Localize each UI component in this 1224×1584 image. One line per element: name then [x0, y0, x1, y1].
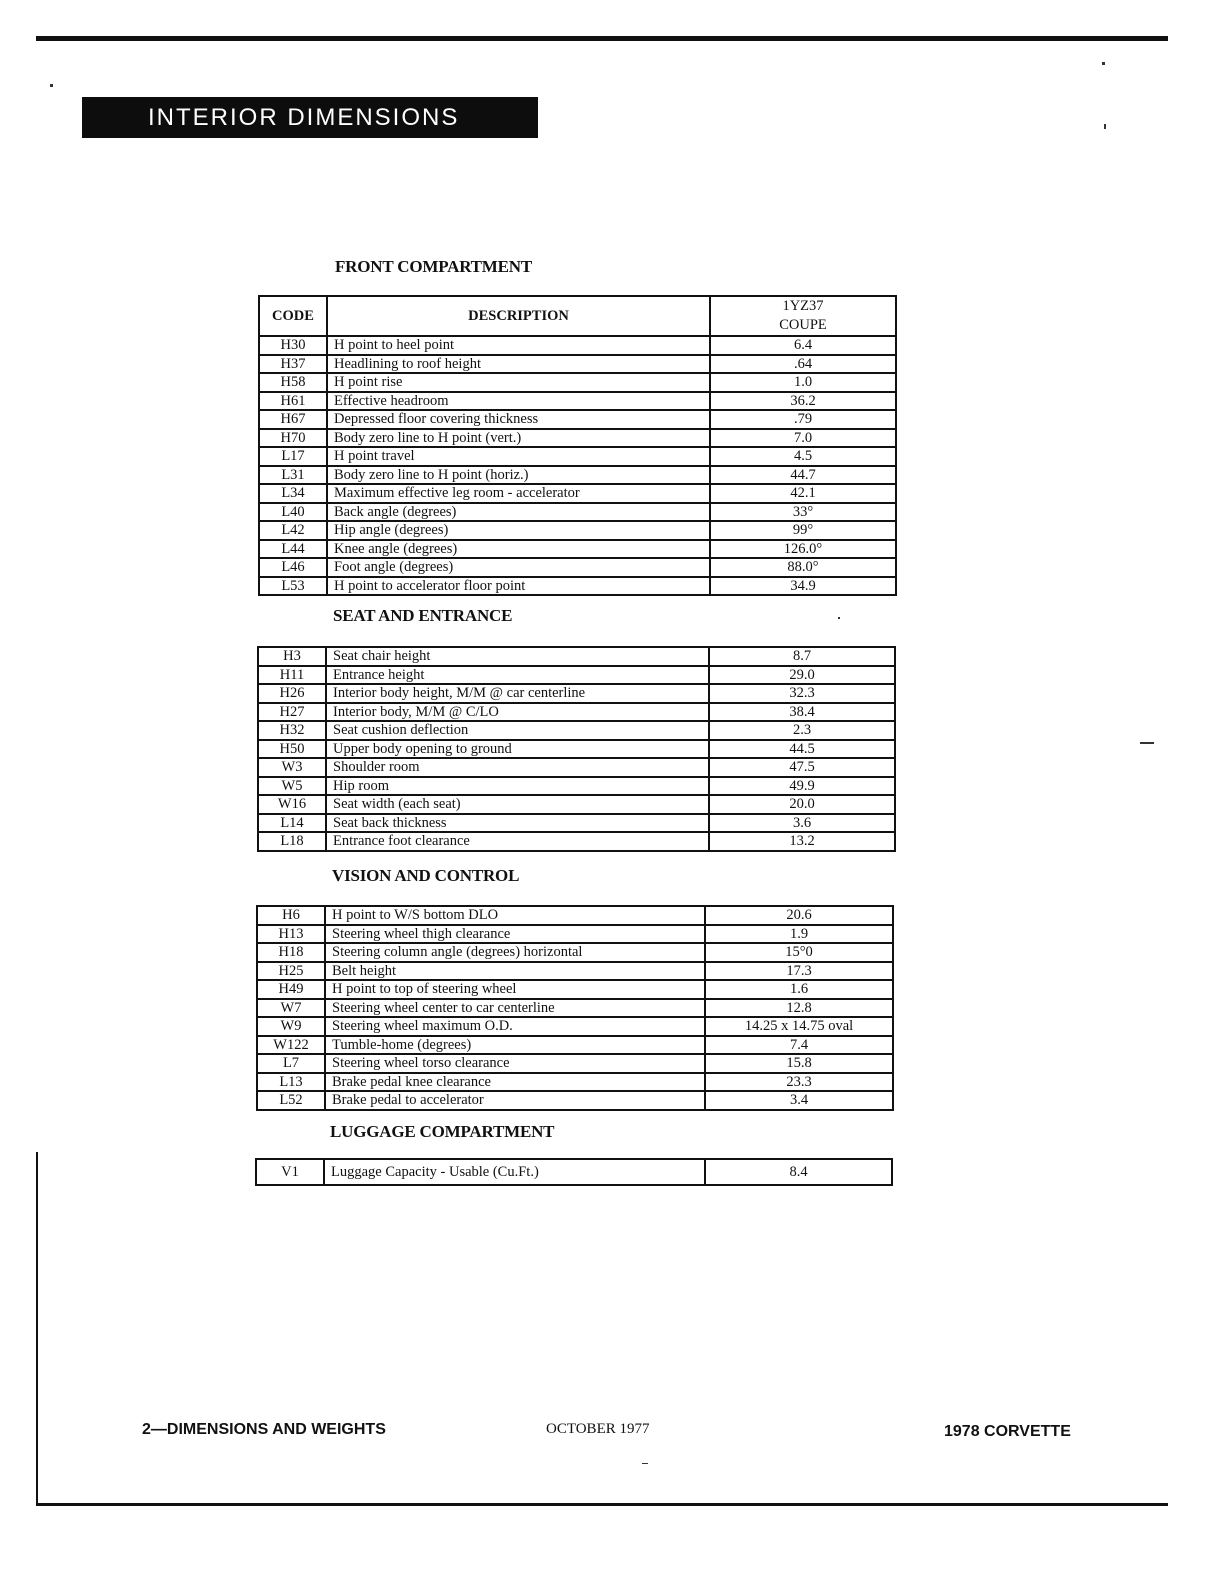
dimension-description: H point to W/S bottom DLO: [325, 906, 705, 925]
dimension-code: L44: [259, 540, 327, 559]
table-row: [258, 703, 895, 722]
dimension-value: 47.5: [709, 758, 895, 777]
dimension-description: Steering column angle (degrees) horizontal: [325, 943, 705, 962]
dimension-code: H70: [259, 429, 327, 448]
dimension-value: 7.4: [705, 1036, 893, 1055]
dimension-value: 1.0: [710, 373, 896, 392]
dimension-code: L42: [259, 521, 327, 540]
model-code: 1YZ37: [782, 298, 824, 314]
scan-speck: [1140, 742, 1154, 744]
dimension-code: H25: [257, 962, 325, 981]
table-row: [257, 999, 893, 1018]
dimension-value: 15.8: [705, 1054, 893, 1073]
dimension-value: 33°: [710, 503, 896, 522]
dimension-code: L52: [257, 1091, 325, 1110]
table-row: [258, 721, 895, 740]
table-row: [258, 795, 895, 814]
dimension-value: 12.8: [705, 999, 893, 1018]
dimension-value: 6.4: [710, 336, 896, 355]
dimension-code: H58: [259, 373, 327, 392]
table-row: [257, 962, 893, 981]
table-row: [256, 1159, 892, 1185]
vision-control-table: [256, 905, 894, 1111]
dimension-value: 88.0°: [710, 558, 896, 577]
dimension-value: 34.9: [710, 577, 896, 596]
dimension-description: Interior body height, M/M @ car centerline: [326, 684, 709, 703]
dimension-value: 38.4: [709, 703, 895, 722]
dimension-code: W9: [257, 1017, 325, 1036]
dimension-code: H3: [258, 647, 326, 666]
table-row: [257, 925, 893, 944]
dimension-description: Effective headroom: [327, 392, 710, 411]
column-header-description: DESCRIPTION: [327, 296, 710, 336]
dimension-value: 36.2: [710, 392, 896, 411]
dimension-code: L31: [259, 466, 327, 485]
dimension-value: 29.0: [709, 666, 895, 685]
table-row: [259, 392, 896, 411]
dimension-description: Hip angle (degrees): [327, 521, 710, 540]
dimension-description: Seat width (each seat): [326, 795, 709, 814]
table-row: [257, 1017, 893, 1036]
table-row: [259, 373, 896, 392]
dimension-code: H27: [258, 703, 326, 722]
dimension-description: Seat chair height: [326, 647, 709, 666]
dimension-code: L34: [259, 484, 327, 503]
table-row: [259, 521, 896, 540]
dimension-code: W122: [257, 1036, 325, 1055]
body-style: COUPE: [779, 317, 827, 333]
dimension-description: Belt height: [325, 962, 705, 981]
table-row: [259, 484, 896, 503]
dimension-value: 20.6: [705, 906, 893, 925]
dimension-code: H67: [259, 410, 327, 429]
section-title-seat: SEAT AND ENTRANCE: [333, 606, 513, 625]
dimension-description: H point to top of steering wheel: [325, 980, 705, 999]
footer-model: 1978 CORVETTE: [944, 1423, 1071, 1440]
dimension-code: H32: [258, 721, 326, 740]
table-row: [257, 906, 893, 925]
dimension-description: Steering wheel center to car centerline: [325, 999, 705, 1018]
scan-speck: [642, 1463, 648, 1464]
dimension-value: 1.9: [705, 925, 893, 944]
dimension-description: Seat back thickness: [326, 814, 709, 833]
dimension-value: 126.0°: [710, 540, 896, 559]
dimension-value: 17.3: [705, 962, 893, 981]
front-compartment-table: [258, 295, 897, 596]
table-row: [259, 336, 896, 355]
dimension-code: L13: [257, 1073, 325, 1092]
dimension-value: 20.0: [709, 795, 895, 814]
dimension-code: H6: [257, 906, 325, 925]
dimension-code: H11: [258, 666, 326, 685]
dimension-description: Maximum effective leg room - accelerator: [327, 484, 710, 503]
dimension-value: 99°: [710, 521, 896, 540]
dimension-code: W3: [258, 758, 326, 777]
dimension-value: 3.4: [705, 1091, 893, 1110]
dimension-code: H49: [257, 980, 325, 999]
dimension-description: H point travel: [327, 447, 710, 466]
table-row: [257, 943, 893, 962]
dimension-description: Knee angle (degrees): [327, 540, 710, 559]
dimension-description: Headlining to roof height: [327, 355, 710, 374]
dimension-value: 1.6: [705, 980, 893, 999]
scan-speck: [838, 617, 840, 619]
dimension-description: Foot angle (degrees): [327, 558, 710, 577]
table-row: [258, 814, 895, 833]
dimension-description: Steering wheel torso clearance: [325, 1054, 705, 1073]
dimension-value: 49.9: [709, 777, 895, 796]
dimension-value: 13.2: [709, 832, 895, 851]
table-row: [259, 466, 896, 485]
column-header-model: [710, 296, 896, 336]
dimension-code: L46: [259, 558, 327, 577]
scan-speck: [1104, 124, 1106, 129]
dimension-code: V1: [256, 1159, 324, 1185]
dimension-description: Brake pedal to accelerator: [325, 1091, 705, 1110]
dimension-description: Tumble-home (degrees): [325, 1036, 705, 1055]
dimension-code: L40: [259, 503, 327, 522]
footer-section-label: 2—DIMENSIONS AND WEIGHTS: [142, 1421, 386, 1438]
dimension-value: 44.5: [709, 740, 895, 759]
dimension-description: Entrance foot clearance: [326, 832, 709, 851]
dimension-value: 2.3: [709, 721, 895, 740]
dimension-value: .64: [710, 355, 896, 374]
table-row: [259, 410, 896, 429]
dimension-code: W7: [257, 999, 325, 1018]
dimension-description: Body zero line to H point (horiz.): [327, 466, 710, 485]
dimension-code: H37: [259, 355, 327, 374]
table-row: [259, 447, 896, 466]
dimension-description: Depressed floor covering thickness: [327, 410, 710, 429]
dimension-description: Seat cushion deflection: [326, 721, 709, 740]
dimension-code: L18: [258, 832, 326, 851]
table-row: [259, 558, 896, 577]
dimension-code: L14: [258, 814, 326, 833]
dimension-value: 4.5: [710, 447, 896, 466]
dimension-description: Luggage Capacity - Usable (Cu.Ft.): [324, 1159, 705, 1185]
dimension-code: H18: [257, 943, 325, 962]
table-row: [257, 1036, 893, 1055]
luggage-table: [255, 1158, 893, 1186]
bottom-rule: [36, 1503, 1168, 1506]
dimension-description: H point rise: [327, 373, 710, 392]
dimension-code: H13: [257, 925, 325, 944]
table-row: [259, 355, 896, 374]
table-row: [257, 1054, 893, 1073]
dimension-description: Steering wheel thigh clearance: [325, 925, 705, 944]
table-row: [257, 1073, 893, 1092]
dimension-description: H point to accelerator floor point: [327, 577, 710, 596]
dimension-value: 15°0: [705, 943, 893, 962]
column-header-code: CODE: [259, 296, 327, 336]
dimension-code: H61: [259, 392, 327, 411]
dimension-code: H50: [258, 740, 326, 759]
dimension-description: Body zero line to H point (vert.): [327, 429, 710, 448]
table-row: [257, 1091, 893, 1110]
dimension-value: 23.3: [705, 1073, 893, 1092]
scan-speck: [50, 84, 53, 87]
section-title-front: FRONT COMPARTMENT: [335, 257, 533, 276]
table-row: [258, 777, 895, 796]
scan-speck: [1102, 62, 1105, 65]
table-row: [258, 832, 895, 851]
table-row: [259, 577, 896, 596]
table-row: [258, 758, 895, 777]
dimension-code: L53: [259, 577, 327, 596]
dimension-description: Entrance height: [326, 666, 709, 685]
table-row: [259, 540, 896, 559]
table-row: [257, 980, 893, 999]
left-margin-rule: [36, 1152, 38, 1506]
dimension-description: Hip room: [326, 777, 709, 796]
dimension-code: L17: [259, 447, 327, 466]
dimension-value: 42.1: [710, 484, 896, 503]
seat-entrance-table: [257, 646, 896, 852]
dimension-description: Shoulder room: [326, 758, 709, 777]
dimension-description: Steering wheel maximum O.D.: [325, 1017, 705, 1036]
page-title-banner: INTERIOR DIMENSIONS: [82, 97, 538, 138]
table-row: [258, 740, 895, 759]
section-title-luggage: LUGGAGE COMPARTMENT: [330, 1122, 555, 1141]
table-row: [259, 503, 896, 522]
dimension-code: H30: [259, 336, 327, 355]
dimension-code: W5: [258, 777, 326, 796]
top-rule: [36, 36, 1168, 41]
dimension-value: 8.7: [709, 647, 895, 666]
dimension-value: .79: [710, 410, 896, 429]
dimension-value: 32.3: [709, 684, 895, 703]
table-header-row: [259, 296, 896, 336]
footer-date: OCTOBER 1977: [546, 1421, 650, 1437]
table-row: [258, 684, 895, 703]
table-row: [258, 666, 895, 685]
section-title-vision: VISION AND CONTROL: [332, 866, 520, 885]
dimension-value: 14.25 x 14.75 oval: [705, 1017, 893, 1036]
dimension-value: 3.6: [709, 814, 895, 833]
table-row: [258, 647, 895, 666]
dimension-code: H26: [258, 684, 326, 703]
dimension-value: 8.4: [705, 1159, 892, 1185]
dimension-description: H point to heel point: [327, 336, 710, 355]
table-row: [259, 429, 896, 448]
dimension-description: Interior body, M/M @ C/LO: [326, 703, 709, 722]
dimension-value: 7.0: [710, 429, 896, 448]
dimension-code: W16: [258, 795, 326, 814]
dimension-description: Upper body opening to ground: [326, 740, 709, 759]
dimension-description: Brake pedal knee clearance: [325, 1073, 705, 1092]
dimension-code: L7: [257, 1054, 325, 1073]
dimension-description: Back angle (degrees): [327, 503, 710, 522]
dimension-value: 44.7: [710, 466, 896, 485]
